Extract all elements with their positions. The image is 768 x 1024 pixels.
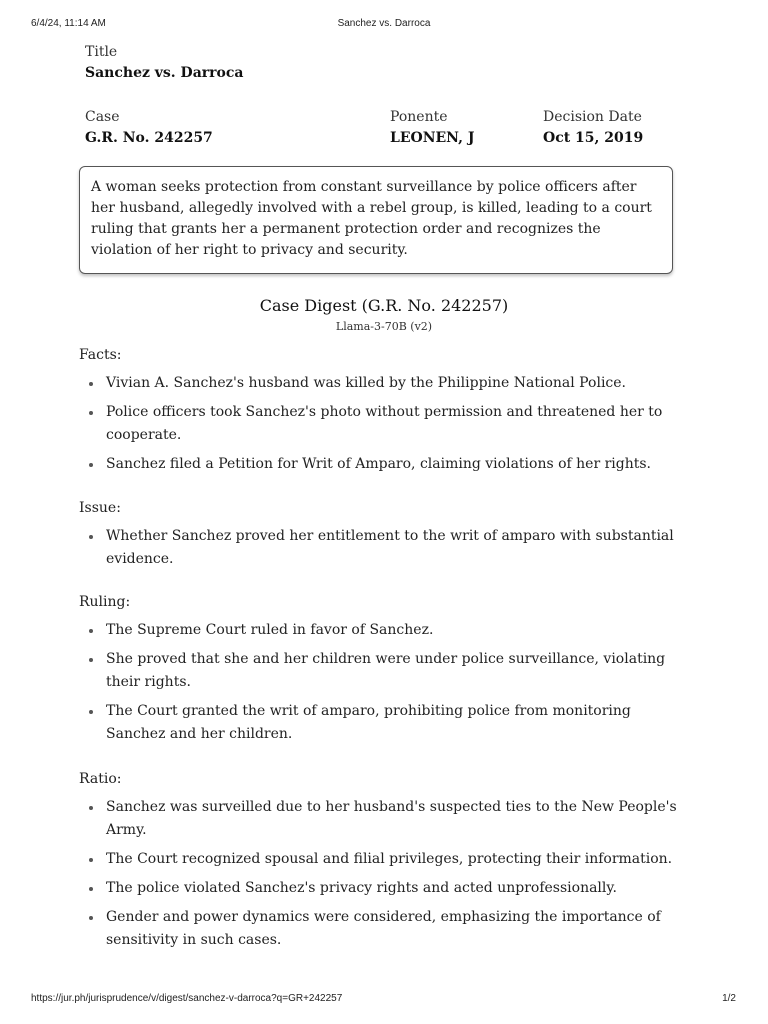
- case-summary-box: [79, 166, 673, 274]
- case-number: G.R. No. 242257: [85, 130, 213, 146]
- ruling-list: [79, 619, 679, 746]
- list-item: Sanchez was surveilled due to her husband's suspected ties to the New People's Army.: [79, 796, 679, 842]
- print-url: https://jur.ph/jurisprudence/v/digest/sanchez-v-darroca?q=GR+242257: [31, 993, 343, 1004]
- list-item: Vivian A. Sanchez's husband was killed by the Philippine National Police.: [79, 372, 679, 395]
- page-number: 1/2: [722, 993, 736, 1004]
- list-item: The Court granted the writ of amparo, prohibiting police from monitoring Sanchez and her children.: [79, 700, 679, 746]
- facts-list: [79, 372, 679, 476]
- list-item: Gender and power dynamics were considered, emphasizing the importance of sensitivity in such cases.: [79, 906, 679, 952]
- ratio-list: [79, 796, 679, 952]
- ratio-section: [79, 771, 679, 958]
- print-header: [0, 18, 768, 32]
- title-label: Title: [85, 44, 118, 60]
- print-datetime: 6/4/24, 11:14 AM: [31, 18, 106, 29]
- case-label: Case: [85, 109, 120, 125]
- decision-date-label: Decision Date: [543, 109, 642, 125]
- ruling-heading: Ruling:: [79, 594, 131, 610]
- list-item: Whether Sanchez proved her entitlement to the writ of amparo with substantial evidence.: [79, 525, 679, 571]
- list-item: She proved that she and her children were under police surveillance, violating their rights.: [79, 648, 679, 694]
- ruling-section: [79, 594, 679, 752]
- case-title: Sanchez vs. Darroca: [85, 65, 244, 81]
- digest-model-label: Llama-3-70B (v2): [335, 320, 433, 333]
- list-item: The police violated Sanchez's privacy rights and acted unprofessionally.: [79, 877, 679, 900]
- issue-heading: Issue:: [79, 500, 121, 516]
- ponente-value: LEONEN, J: [390, 130, 475, 146]
- list-item: Police officers took Sanchez's photo without permission and threatened her to cooperate.: [79, 401, 679, 447]
- ratio-heading: Ratio:: [79, 771, 122, 787]
- decision-date-value: Oct 15, 2019: [543, 130, 644, 146]
- digest-title: Case Digest (G.R. No. 242257): [259, 296, 509, 315]
- case-summary-text: A woman seeks protection from constant surveillance by police officers after her husband, allegedly involved with a rebel group, is killed, leading to a court ruling that grants her a permanent protection order and recognizes the violation of her right to privacy and security.: [91, 179, 652, 258]
- facts-heading: Facts:: [79, 347, 122, 363]
- facts-section: [79, 347, 679, 482]
- print-page-title: Sanchez vs. Darroca: [337, 18, 431, 29]
- list-item: The Court recognized spousal and filial privileges, protecting their information.: [79, 848, 679, 871]
- list-item: Sanchez filed a Petition for Writ of Amparo, claiming violations of her rights.: [79, 453, 679, 476]
- ponente-label: Ponente: [390, 109, 448, 125]
- issue-section: [79, 500, 679, 577]
- list-item: The Supreme Court ruled in favor of Sanchez.: [79, 619, 679, 642]
- print-footer: [0, 993, 768, 1007]
- issue-list: [79, 525, 679, 571]
